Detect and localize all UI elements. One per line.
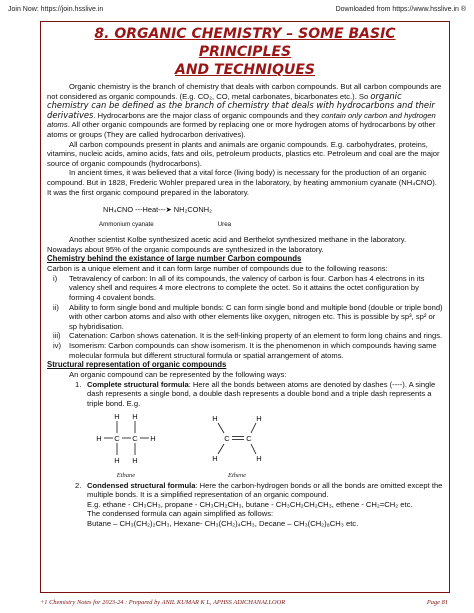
list-item: 2. Condensed structural formula: Here the carbon-hydrogen bonds or all the bonds are omitted except the multiple bonds. It is a simplified representation of an organic compound. <box>75 480 443 500</box>
section1-lead: Carbon is a unique element and it can form large number of compounds due to the following reasons: <box>47 264 388 274</box>
chapter-title-line2: AND TECHNIQUES <box>175 62 315 78</box>
section-heading-structural-representation: Structural representation of organic compounds <box>47 360 227 370</box>
ethene-caption: Ethene <box>227 471 247 479</box>
list-item: iv) Isomerism: Carbon compounds can show isomerism. It is the phenomenon in which compounds having same molecular formula but different structural formula or spatial arrangement of atoms. <box>53 341 437 360</box>
ethane-atom: H <box>114 455 120 465</box>
page-footer <box>40 599 450 609</box>
list-item: iii) Catenation: Carbon shows catenation. It is the self-linking property of an element to form long chains and rings. <box>53 331 443 341</box>
chapter-title-line1: 8. ORGANIC CHEMISTRY – SOME BASIC PRINCIPLES <box>94 26 396 60</box>
section-heading-carbon-compounds: Chemistry behind the existance of large number Carbon compounds <box>47 254 302 264</box>
ethane-atom: H <box>132 455 138 465</box>
join-link[interactable]: Join Now: https://join.hsslive.in <box>8 6 104 13</box>
condensed-examples: E.g. ethane - CH₃CH₃, propane - CH₃CH₂CH₃, butane - CH₃CH₂CH₂CH₃, ethene - CH₂=CH₂ etc. <box>87 499 413 509</box>
structural-formula-figure <box>87 409 443 481</box>
intro-paragraph-2: All carbon compounds present in plants and animals are organic compounds. E.g. carbohydrates, proteins, vitamins, nucleic acids, amino acids, fats and oils, petroleum products, plastics etc. Petroleum and coal are the major source of organic compounds (hydrocarbons). <box>47 139 440 168</box>
list-item: ii) Ability to form single bond and multiple bonds: C can form single bond and multiple bond (double or triple bond) with other carbon atoms and also with other elements like oxygen, nitrogen etc. This is possible by sp³, sp² or sp hybridisation. <box>53 302 443 331</box>
ethane-caption: Ethane <box>116 471 136 479</box>
page-header <box>8 6 466 16</box>
ethene-atom: H <box>212 453 218 463</box>
structure-diagram <box>87 409 307 481</box>
condensed-simplified-examples: Butane – CH₃(CH₂)₂CH₃, Hexane- CH₃(CH₂)₄CH₃, Decane – CH₃(CH₂)₈CH₃ etc. <box>87 518 359 528</box>
intro-paragraph-1: Organic chemistry is the branch of chemistry that deals with carbon compounds. But all carbon compounds are not considered as organic compounds. (E.g. CO₂, CO, metal carbonates, bicarbonates etc.). So organic chemistry can be defined as the branch of chemistry that deals with hydrocarbons and their derivatives. Hydrocarbons are the major class of organic compounds and they contain only carbon and hydrogen atoms. All other organic compounds are formed by replacing one or more hydrogen atoms of hydrocarbons by other atoms or groups (They are called hydrocarbon derivatives). <box>47 82 442 139</box>
chapter-title <box>47 25 443 79</box>
ethene-atom: C <box>224 433 230 443</box>
footer-credit: +1 Chemistry Notes for 2023-24 : Prepared by ANIL KUMAR K L, APHSS ADICHANALLOOR <box>40 599 286 606</box>
ethene-bond <box>218 423 224 433</box>
list-item: i) Tetravalency of carbon: In all of its compounds, the valency of carbon is four. Carbon has 4 electrons in its valency shell and requires 4 more electrons to complete the octet. So it attains the octet configuration by forming 4 covalent bonds. <box>53 273 425 303</box>
section2-lead: An organic compound can be represented by the following ways: <box>69 370 287 380</box>
ethene-atom: C <box>246 433 252 443</box>
intro-paragraph-4: Another scientist Kolbe synthesized acetic acid and Berthelot synthesized methane in the laboratory. Nowadays about 95% of the organic compounds are synthesized in the laboratory. <box>47 235 407 254</box>
definition-text: organic chemistry can be defined as the branch of chemistry that deals with hydrocarbons and their derivatives <box>47 90 435 120</box>
ethane-atom: C <box>114 433 120 443</box>
ethene-atom: H <box>256 453 262 463</box>
ethene-bond <box>251 423 256 433</box>
ethane-atom: H <box>114 411 120 421</box>
list-item: 1. Complete structural formula: Here all the bonds between atoms are denoted by dashes (----). A single dash represents a single bond, a double dash represents a double bond and a triple dash represents a triple bond. E.g. <box>75 379 436 408</box>
ethene-bond <box>251 444 256 454</box>
ethene-atom: H <box>256 413 262 423</box>
urea-equation: NH₄CNO ---Heat---➤ NH₂CONH₂ <box>103 204 212 214</box>
ethane-atom: H <box>96 433 102 443</box>
ethane-atom: C <box>132 433 138 443</box>
content-frame <box>40 21 450 593</box>
ethane-atom: H <box>132 411 138 421</box>
ethene-bond <box>218 444 224 454</box>
equation-labels: Ammonium cyanate Urea <box>99 220 232 228</box>
download-source[interactable]: Downloaded from https://www.hsslive.in ® <box>335 6 466 13</box>
intro-paragraph-3: In ancient times, it was believed that a vital force (living body) is necessary for the production of an organic compound. But in 1828, Frederic Wohler prepared urea in the laboratory, by heating ammonium cyanate (NH₄CNO). It was the first organic compound prepared in the laboratory. <box>47 168 437 197</box>
ethene-atom: H <box>212 413 218 423</box>
hydrocarbon-definition: contain only carbon and hydrogen atoms <box>47 110 436 130</box>
ethane-atom: H <box>150 433 156 443</box>
condensed-simplify: The condensed formula can again simplified as follows: <box>87 509 274 519</box>
page-number: Page 81 <box>426 599 448 606</box>
